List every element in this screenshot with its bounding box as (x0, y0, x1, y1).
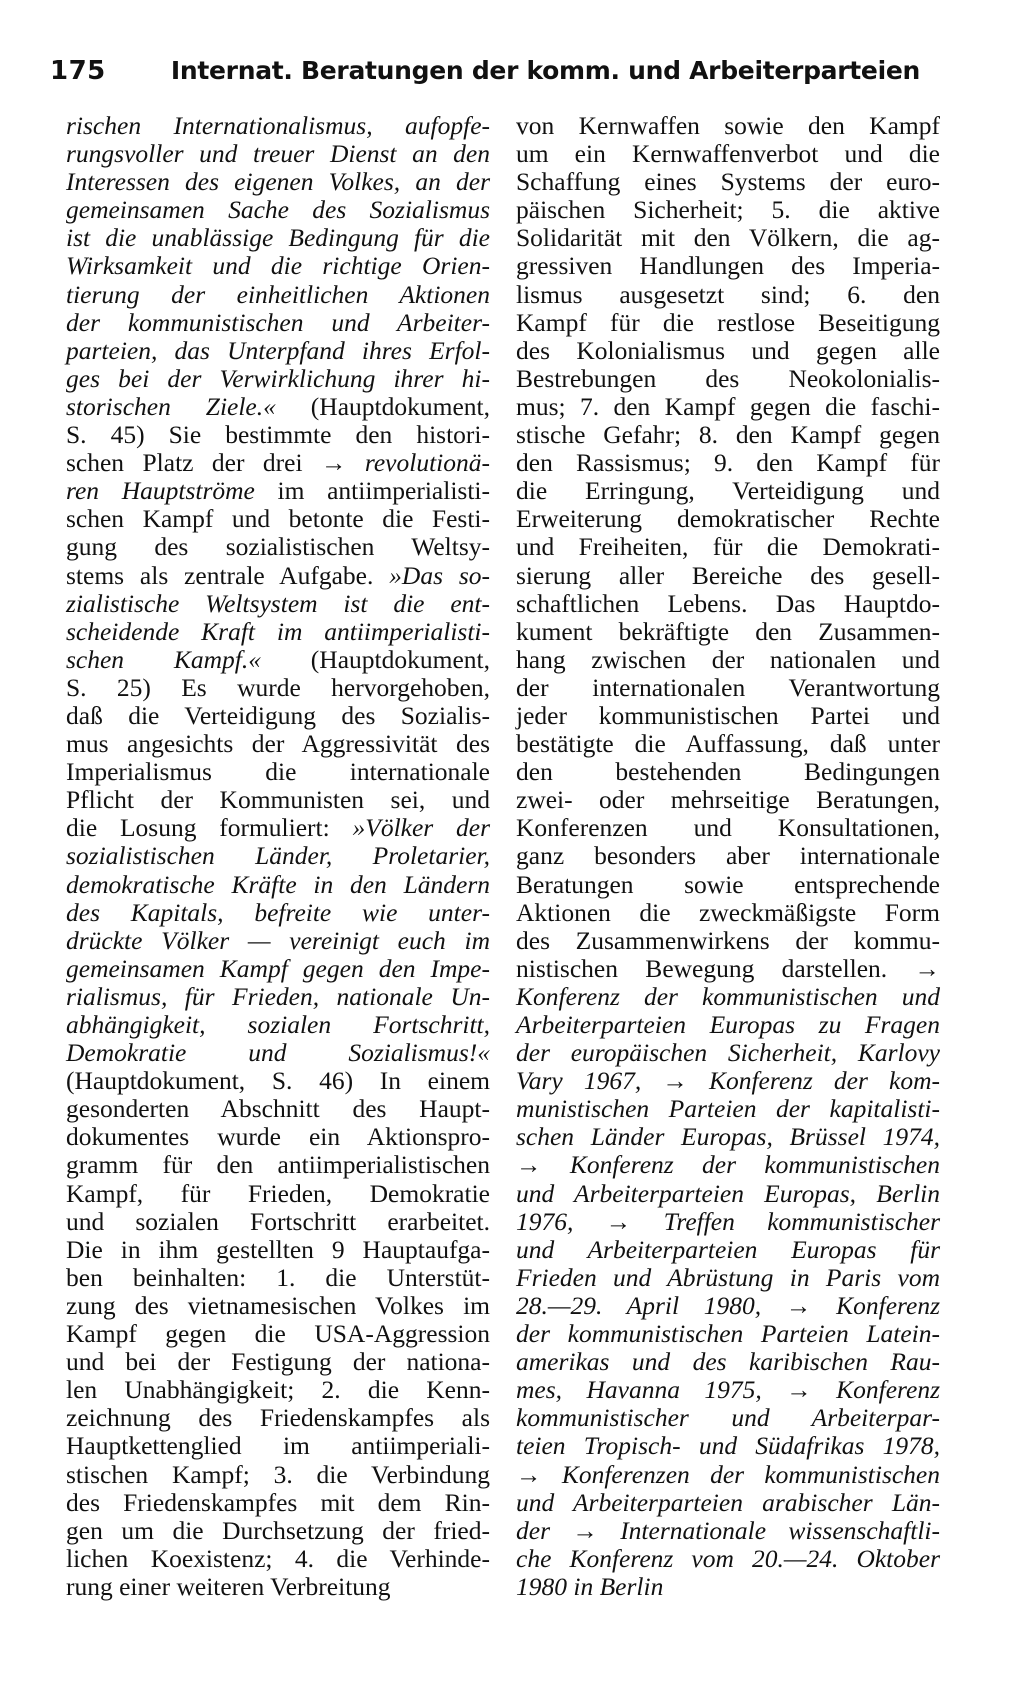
text: lismus ausgesetzt sind; 6. den (516, 279, 940, 309)
text: Aktionen die zweckmäßigste Form (516, 897, 940, 927)
text-line (66, 140, 490, 168)
text-line (516, 1264, 940, 1292)
text: mus; 7. den Kampf gegen die faschi- (516, 391, 940, 421)
text-line (66, 618, 490, 646)
italic-text: storischen Ziele.« (66, 391, 276, 421)
italic-text: scheidende Kraft im antiimperialisti- (66, 616, 490, 646)
italic-text: 1980 in Berlin (516, 1571, 664, 1601)
text-line (516, 1236, 940, 1264)
text: Kampf gegen die USA-Aggression (66, 1319, 490, 1349)
text-line (66, 505, 490, 533)
text-line (66, 1432, 490, 1460)
text: → (785, 1290, 837, 1320)
text-line (516, 1517, 940, 1545)
text: zeichnung des Friedenskampfes als (66, 1403, 490, 1433)
italic-text: Arbeiterparteien Europas zu Fragen (516, 1010, 940, 1039)
text: des Kolonialismus und gegen alle (516, 335, 940, 365)
text-line (516, 1376, 940, 1404)
italic-text: mes, Havanna 1975, (516, 1375, 787, 1405)
text: im antiimperialisti- (254, 476, 490, 506)
text: Kampf, für Frieden, Demokratie (66, 1178, 490, 1208)
text-line (516, 1545, 940, 1573)
text-line (516, 477, 940, 505)
text: nistischen Bewegung darstellen. → (516, 953, 940, 983)
text-line (516, 1095, 940, 1123)
text-line (516, 1067, 940, 1095)
text: und Freiheiten, für die Demokrati- (516, 532, 940, 562)
text-line (66, 730, 490, 758)
text-line (66, 1095, 490, 1123)
italic-text: Konferenz der kommunistischen und (516, 981, 940, 1011)
text-line (66, 309, 490, 337)
italic-text: rischen Internationalismus, aufopfe- (66, 111, 490, 140)
text-line (516, 562, 940, 590)
text: Imperialismus die internationale (66, 757, 490, 787)
text: stischen Kampf; 3. die Verbindung (66, 1459, 490, 1489)
italic-text: und Arbeiterparteien arabischer Län- (516, 1487, 940, 1517)
text-line (66, 871, 490, 899)
text-line (516, 1489, 940, 1517)
italic-text: der kommunistischen Parteien Latein- (516, 1319, 940, 1349)
text: rung einer weiteren Verbreitung (66, 1571, 391, 1601)
italic-text: Konferenz der kom- (708, 1066, 940, 1096)
text: stische Gefahr; 8. den Kampf gegen (516, 420, 940, 450)
text-line (516, 168, 940, 196)
italic-text: Demokratie und Sozialismus!« (66, 1038, 490, 1068)
italic-text: gemeinsamen Sache des Sozialismus (66, 195, 490, 225)
text: hang zwischen der nationalen und (516, 644, 940, 674)
text: (Hauptdokument, (275, 391, 490, 421)
text-line (516, 814, 940, 842)
italic-text: tierung der einheitlichen Aktionen (66, 279, 490, 309)
text: → (662, 1066, 709, 1096)
text-line (516, 1208, 940, 1236)
text-line (66, 1264, 490, 1292)
italic-text: schen Länder Europas, Brüssel 1974, (516, 1122, 940, 1152)
text-line (66, 1545, 490, 1573)
text-line (66, 112, 490, 140)
text-line (66, 1461, 490, 1489)
text: Die in ihm gestellten 9 Hauptaufga- (66, 1234, 490, 1264)
text-line (516, 983, 940, 1011)
text-line (516, 140, 940, 168)
text: Schaffung eines Systems der euro- (516, 167, 940, 197)
italic-text: und Arbeiterparteien Europas für (516, 1234, 940, 1264)
text-line (516, 702, 940, 730)
text: → (516, 1459, 562, 1489)
italic-text: abhängigkeit, sozialen Fortschritt, (66, 1010, 490, 1039)
italic-text: parteien, das Unterpfand ihres Erfol- (66, 335, 490, 365)
text-line (516, 1151, 940, 1179)
text-line (516, 505, 940, 533)
text: um ein Kernwaffenverbot und die (516, 139, 940, 169)
text: päischen Sicherheit; 5. die aktive (516, 195, 940, 225)
text-line (516, 842, 940, 870)
text-line (66, 646, 490, 674)
text: schaftlichen Lebens. Das Hauptdo- (516, 588, 940, 618)
italic-text: revolutionä- (364, 448, 490, 478)
text: die Erringung, Verteidigung und (516, 476, 940, 506)
text-line (66, 1236, 490, 1264)
text-line (516, 871, 940, 899)
text-line (66, 1404, 490, 1432)
text: von Kernwaffen sowie den Kampf (516, 111, 940, 140)
text: schen Kampf und betonte die Festi- (66, 504, 490, 534)
text: Solidarität mit den Völkern, die ag- (516, 223, 940, 253)
text: gesonderten Abschnitt des Haupt- (66, 1094, 490, 1124)
text-line (66, 281, 490, 309)
text: und sozialen Fortschritt erarbeitet. (66, 1206, 490, 1236)
text: schen Platz der drei → (66, 448, 365, 478)
italic-text: Konferenz der kommunistischen (569, 1150, 940, 1180)
italic-text: der europäischen Sicherheit, Karlovy (516, 1038, 940, 1068)
text-line (66, 758, 490, 786)
text-line (66, 252, 490, 280)
italic-text: ges bei der Verwirklichung ihrer hi- (66, 363, 490, 393)
text-line (66, 899, 490, 927)
italic-text: rungsvoller und treuer Dienst an den (66, 139, 490, 169)
italic-text: drückte Völker — vereinigt euch im (66, 925, 490, 955)
text-line (66, 1011, 490, 1039)
italic-text: teien Tropisch- und Südafrikas 1978, (516, 1431, 940, 1461)
text: dokumentes wurde ein Aktionspro- (66, 1122, 490, 1152)
text-line (66, 1573, 490, 1601)
text-line (66, 1123, 490, 1151)
text: gen um die Durchsetzung der fried- (66, 1515, 490, 1545)
text-line (516, 224, 940, 252)
italic-text: gemeinsamen Kampf gegen den Impe- (66, 953, 490, 983)
text-line (516, 1320, 940, 1348)
text: gung des sozialistischen Weltsy- (66, 532, 490, 562)
text: der internationalen Verantwortung (516, 672, 940, 702)
text: ganz besonders aber internationale (516, 841, 940, 871)
text-line (516, 1348, 940, 1376)
italic-text: amerikas und des karibischen Rau- (516, 1347, 940, 1377)
text-line (516, 927, 940, 955)
italic-text: Konferenz (836, 1375, 941, 1405)
italic-text: der (516, 1515, 573, 1545)
text-line (516, 449, 940, 477)
text-line (66, 477, 490, 505)
text-line (516, 674, 940, 702)
text: sierung aller Bereiche des gesell- (516, 560, 940, 590)
running-head-title: Internat. Beratungen der komm. und Arbeiterparteien (170, 56, 920, 85)
text-line (66, 814, 490, 842)
text-line (66, 337, 490, 365)
text-line (516, 393, 940, 421)
italic-text: 1976, (516, 1206, 606, 1236)
text-line (66, 449, 490, 477)
text-line (66, 1292, 490, 1320)
text-line (66, 168, 490, 196)
italic-text: zialistische Weltsystem ist die ent- (66, 588, 490, 618)
text: jeder kommunistischen Partei und (516, 700, 940, 730)
text: kument bekräftigte den Zusammen- (516, 616, 940, 646)
text: (Hauptdokument, (261, 644, 490, 674)
italic-text: »Das so- (389, 560, 490, 590)
italic-text: Wirksamkeit und die richtige Orien- (66, 251, 490, 281)
text: S. 45) Sie bestimmte den histori- (66, 420, 490, 450)
text-line (66, 1151, 490, 1179)
text: bestätigte die Auffassung, daß unter (516, 729, 940, 759)
text-line (516, 1123, 940, 1151)
italic-text: munistischen Parteien der kapitalisti- (516, 1094, 940, 1124)
text: Bestrebungen des Neokolonialis- (516, 363, 940, 393)
italic-text: schen Kampf.« (66, 644, 261, 674)
text: Pflicht der Kommunisten sei, und (66, 785, 490, 815)
text-line (516, 899, 940, 927)
text: Hauptkettenglied im antiimperiali- (66, 1431, 490, 1461)
text-line (516, 618, 940, 646)
text-line (516, 112, 940, 140)
text: des Zusammenwirkens der kommu- (516, 925, 940, 955)
text-column-left (66, 112, 490, 1601)
running-head (50, 56, 920, 96)
text-line (66, 393, 490, 421)
text: Erweiterung demokratischer Rechte (516, 504, 940, 534)
italic-text: des Kapitals, befreite wie unter- (66, 897, 490, 927)
text-line (516, 1404, 940, 1432)
text-line (66, 955, 490, 983)
text-line (516, 730, 940, 758)
text: stems als zentrale Aufgabe. (66, 560, 390, 590)
text: und bei der Festigung der nationa- (66, 1347, 490, 1377)
text-line (66, 927, 490, 955)
text-line (516, 1573, 940, 1601)
italic-text: kommunistischer und Arbeiterpar- (516, 1403, 940, 1433)
text: len Unabhängigkeit; 2. die Kenn- (66, 1375, 490, 1405)
text-line (66, 1517, 490, 1545)
text-line (516, 1011, 940, 1039)
italic-text: rialismus, für Frieden, nationale Un- (66, 981, 490, 1011)
text-line (66, 224, 490, 252)
text-line (66, 421, 490, 449)
text: → (786, 1375, 837, 1405)
italic-text: Konferenzen der kommunistischen (561, 1459, 941, 1489)
text-line (516, 365, 940, 393)
italic-text: und Arbeiterparteien Europas, Berlin (516, 1178, 940, 1208)
text: → (605, 1206, 664, 1236)
text: Konferenzen und Konsultationen, (516, 813, 940, 843)
italic-text: Treffen kommunistischer (663, 1206, 941, 1236)
text: daß die Verteidigung des Sozialis- (66, 700, 490, 730)
text-line (516, 1292, 940, 1320)
text-line (516, 590, 940, 618)
italic-text: Konferenz (836, 1290, 940, 1320)
text: zung des vietnamesischen Volkes im (66, 1290, 490, 1320)
text: gramm für den antiimperialistischen (66, 1150, 490, 1180)
text-line (516, 196, 940, 224)
italic-text: Internationale wissenschaftli- (620, 1515, 940, 1545)
text-line (516, 955, 940, 983)
italic-text: Interessen des eigenen Volkes, an der (66, 167, 490, 197)
text-line (516, 252, 940, 280)
text: Beratungen sowie entsprechende (516, 869, 940, 899)
text: → (572, 1515, 621, 1545)
text: ben beinhalten: 1. die Unterstüt- (66, 1262, 490, 1292)
text: (Hauptdokument, S. 46) In einem (66, 1066, 490, 1096)
text: zwei- oder mehrseitige Beratungen, (516, 785, 940, 815)
text-line (66, 1376, 490, 1404)
text: den Rassismus; 9. den Kampf für (516, 448, 940, 478)
italic-text: »Völker der (352, 813, 491, 843)
text-line (66, 1067, 490, 1095)
text: mus angesichts der Aggressivität des (66, 729, 490, 759)
text-line (516, 337, 940, 365)
text-line (516, 786, 940, 814)
italic-text: ren Hauptströme (66, 476, 255, 506)
text-line (66, 562, 490, 590)
text: S. 25) Es wurde hervorgehoben, (66, 672, 490, 702)
italic-text: 28.—29. April 1980, (516, 1290, 786, 1320)
text-line (516, 1461, 940, 1489)
text-line (66, 590, 490, 618)
italic-text: ist die unablässige Bedingung für die (66, 223, 490, 253)
italic-text: Frieden und Abrüstung in Paris vom (516, 1262, 940, 1292)
text: lichen Koexistenz; 4. die Verhinde- (66, 1543, 490, 1573)
text-line (516, 309, 940, 337)
text-line (516, 758, 940, 786)
text-line (66, 1348, 490, 1376)
page-number: 175 (50, 56, 106, 86)
text-line (66, 1208, 490, 1236)
text-line (66, 1180, 490, 1208)
text: gressiven Handlungen des Imperia- (516, 251, 940, 281)
text-line (66, 1039, 490, 1067)
text-line (66, 196, 490, 224)
text-line (516, 421, 940, 449)
text-column-right (516, 112, 940, 1601)
text-line (66, 533, 490, 561)
text: die Losung formuliert: (66, 813, 353, 843)
text-line (516, 1180, 940, 1208)
text: den bestehenden Bedingungen (516, 757, 940, 787)
text-line (516, 281, 940, 309)
italic-text: der kommunistischen und Arbeiter- (66, 307, 490, 337)
text-line (516, 1039, 940, 1067)
italic-text: demokratische Kräfte in den Ländern (66, 869, 490, 899)
text-line (66, 674, 490, 702)
italic-text: Vary 1967, (516, 1066, 663, 1096)
text-line (66, 983, 490, 1011)
text-line (66, 786, 490, 814)
text-line (516, 646, 940, 674)
italic-text: sozialistischen Länder, Proletarier, (66, 841, 490, 871)
text-line (66, 842, 490, 870)
italic-text: che Konferenz vom 20.—24. Oktober (516, 1543, 940, 1573)
text: des Friedenskampfes mit dem Rin- (66, 1487, 490, 1517)
text: Kampf für die restlose Beseitigung (516, 307, 940, 337)
text-line (66, 365, 490, 393)
text-line (516, 533, 940, 561)
text-line (516, 1432, 940, 1460)
text: → (516, 1150, 570, 1180)
text-line (66, 1489, 490, 1517)
text-line (66, 1320, 490, 1348)
text-line (66, 702, 490, 730)
